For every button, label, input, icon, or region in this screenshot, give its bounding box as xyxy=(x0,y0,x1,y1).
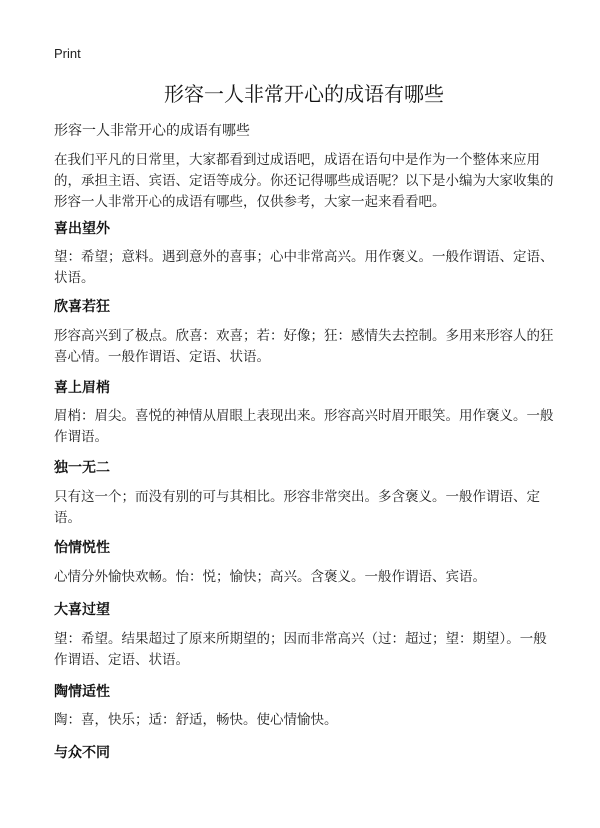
entry-text: 望：希望。结果超过了原来所期望的；因而非常高兴（过：超过；望：期望）。一般作谓语、定语、状语。 xyxy=(54,631,547,668)
article-subtitle: 形容一人非常开心的成语有哪些 xyxy=(54,123,250,139)
entry-text: 陶：喜，快乐；适：舒适，畅快。使心情愉快。 xyxy=(54,712,338,728)
entry-title: 大喜过望 xyxy=(54,602,110,618)
entry-text: 形容高兴到了极点。欣喜：欢喜；若：好像；狂：感情失去控制。多用来形容人的狂喜心情。一般作谓语、定语、状语。 xyxy=(54,328,554,365)
entry-title: 喜出望外 xyxy=(54,221,110,237)
entry-text: 只有这一个；而没有别的可与其相比。形容非常突出。多含褒义。一般作谓语、定语。 xyxy=(54,489,540,526)
entry-text: 眉梢：眉尖。喜悦的神情从眉眼上表现出来。形容高兴时眉开眼笑。用作褒义。一般作谓语。 xyxy=(54,408,554,445)
entry-title: 欣喜若狂 xyxy=(54,299,110,315)
intro-paragraph: 在我们平凡的日常里，大家都看到过成语吧，成语在语句中是作为一个整体来应用的，承担主语、宾语、定语等成分。你还记得哪些成语呢？以下是小编为大家收集的形容一人非常开心的成语有哪些，仅供参考，大家一起来看看吧。 xyxy=(54,152,554,210)
entry-title: 独一无二 xyxy=(54,460,110,476)
page-title: 形容一人非常开心的成语有哪些 xyxy=(164,82,444,106)
entry-title: 怡情悦性 xyxy=(54,540,110,556)
entry-title: 喜上眉梢 xyxy=(54,380,110,396)
entry-title: 与众不同 xyxy=(54,745,110,761)
entry-text: 心情分外愉快欢畅。怡：悦；愉快；高兴。含褒义。一般作谓语、宾语。 xyxy=(54,569,486,585)
entry-text: 望：希望；意料。遇到意外的喜事；心中非常高兴。用作褒义。一般作谓语、定语、状语。 xyxy=(54,249,554,286)
entry-title: 陶情适性 xyxy=(54,684,110,700)
print-link[interactable]: Print xyxy=(54,46,81,61)
